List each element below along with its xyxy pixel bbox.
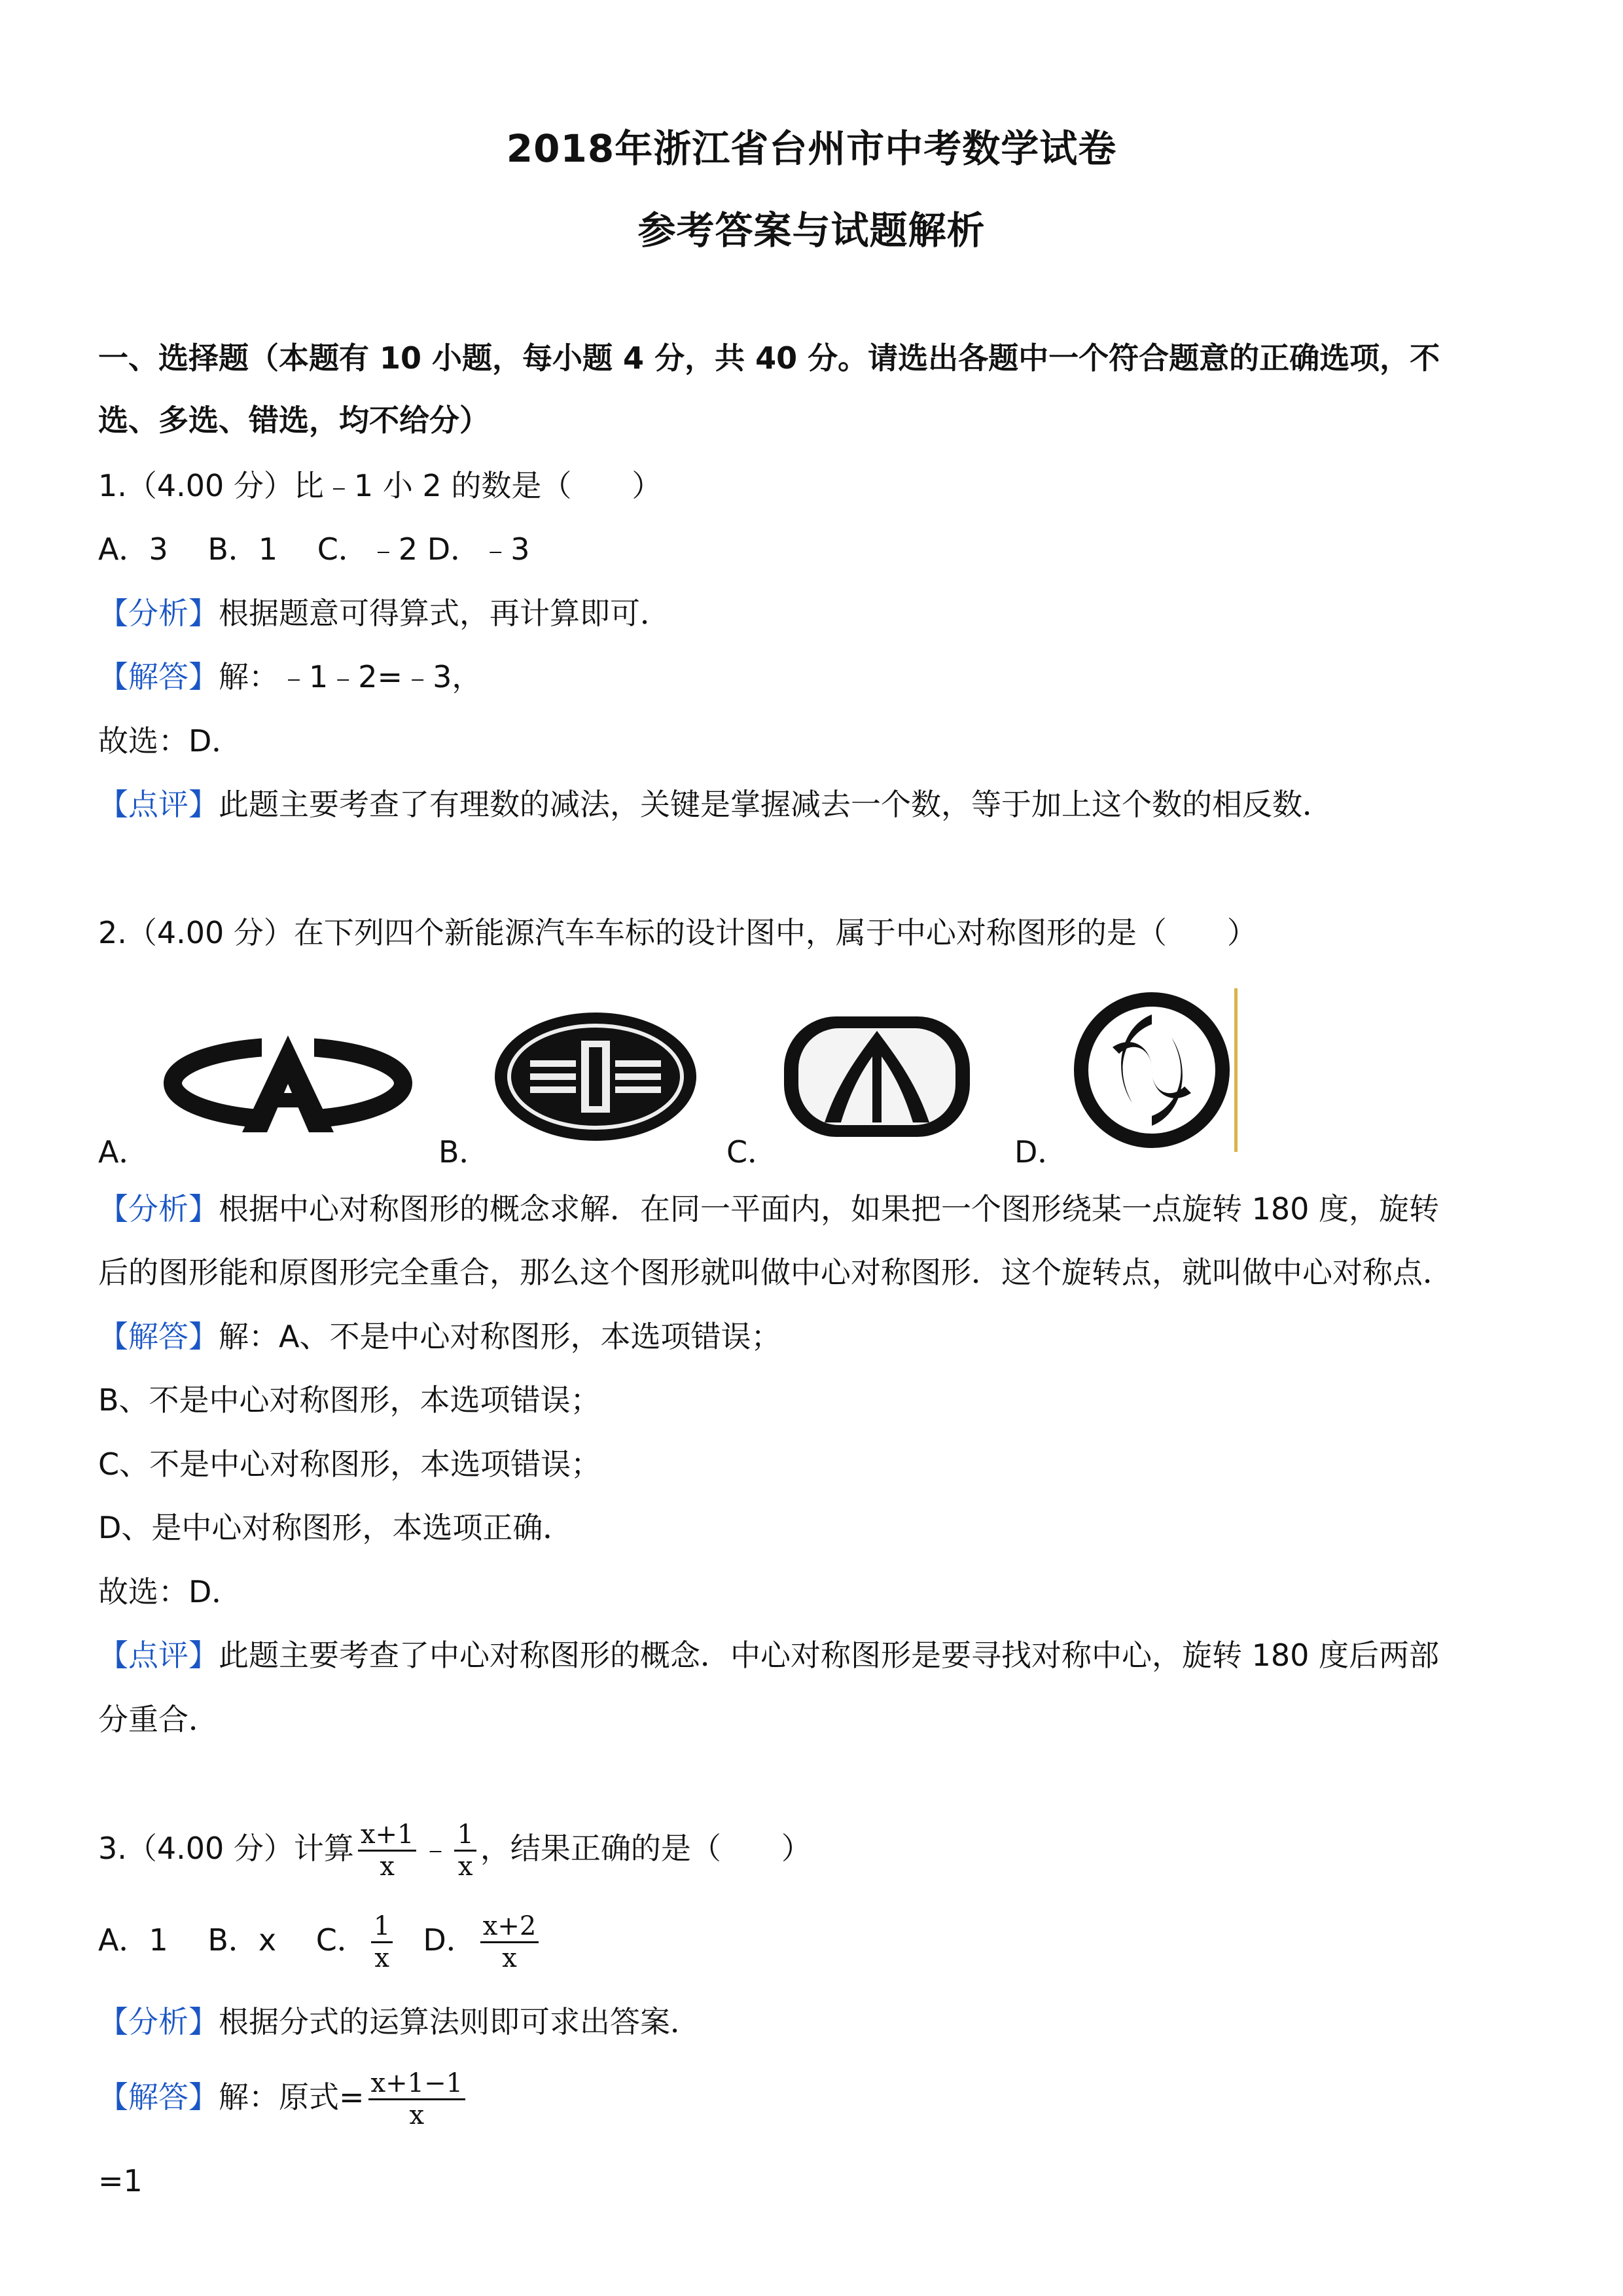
faw-style-logo-icon — [491, 1008, 700, 1148]
q1-comment-text: 此题主要考查了有理数的减法，关键是掌握减去一个数，等于加上这个数的相反数． — [219, 787, 1332, 822]
q3-stem-suffix: ，结果正确的是（ ） — [480, 1831, 812, 1866]
q2-answer — [98, 1319, 781, 1355]
q2-comment-line1 — [98, 1638, 1439, 1674]
q1-answer — [98, 659, 482, 695]
q1-analysis-text: 根据题意可得算式，再计算即可． — [219, 596, 670, 631]
q2-option-b-label: B． — [438, 1134, 490, 1170]
q1-comment — [98, 787, 1332, 823]
q2-analysis-line2: 后的图形能和原图形完全重合，那么这个图形就叫做中心对称图形．这个旋转点，就叫做中心对称点． — [98, 1255, 1453, 1290]
q3-analysis-text: 根据分式的运算法则即可求出答案． — [219, 2004, 700, 2039]
q3-stem — [98, 1820, 812, 1882]
q1-answer-text: 解：﹣1﹣2=﹣3， — [219, 659, 482, 694]
fraction-numerator: 1 — [454, 1820, 476, 1852]
comment-tag: 【点评】 — [98, 787, 219, 822]
page-subtitle: 参考答案与试题解析 — [637, 208, 986, 253]
fraction-denominator: x — [502, 1943, 517, 1973]
q1-choice: 故选：D． — [98, 723, 242, 759]
analysis-tag: 【分析】 — [98, 1191, 219, 1227]
fraction-denominator: x — [374, 1943, 389, 1973]
q2-answer-d: D、是中心对称图形，本选项正确． — [98, 1510, 573, 1545]
fraction-denominator: x — [457, 1852, 473, 1882]
q2-analysis-line1 — [98, 1191, 1439, 1227]
q2-comment-line2: 分重合． — [98, 1702, 219, 1737]
q3-stem-prefix: 3.（4.00 分）计算 — [98, 1831, 354, 1866]
dongfeng-style-logo-icon — [1073, 988, 1243, 1155]
q2-option-a-label: A． — [98, 1134, 149, 1170]
q2-stem: 2.（4.00 分）在下列四个新能源汽车车标的设计图中，属于中心对称图形的是（ ） — [98, 915, 1257, 950]
analysis-tag: 【分析】 — [98, 596, 219, 631]
page-title: 2018年浙江省台州市中考数学试卷 — [506, 126, 1117, 171]
q3-fraction-2 — [454, 1820, 476, 1882]
comment-tag: 【点评】 — [98, 1638, 219, 1673]
q3-analysis — [98, 2004, 700, 2040]
q3-options — [98, 1911, 543, 1973]
section-heading-line2: 选、多选、错选，均不给分） — [98, 403, 490, 438]
q2-answer-b: B、不是中心对称图形，本选项错误； — [98, 1382, 601, 1418]
q2-analysis-text1: 根据中心对称图形的概念求解．在同一平面内，如果把一个图形绕某一点旋转 180 度，旋转 — [219, 1191, 1440, 1227]
fraction-numerator: 1 — [371, 1911, 393, 1943]
q1-options: A．3 B．1 C．﹣2 D．﹣3 — [98, 531, 530, 567]
q1-analysis — [98, 596, 670, 632]
q2-answer-a: 解：A、不是中心对称图形，本选项错误； — [219, 1319, 781, 1354]
q3-fraction-1 — [358, 1820, 417, 1882]
section-heading-line1: 一、选择题（本题有 10 小题，每小题 4 分，共 40 分。请选出各题中一个符合题意的正确选项，不 — [98, 340, 1440, 376]
fraction-numerator: x+1−1 — [368, 2068, 466, 2100]
q3-options-ab: A．1 B．x C． — [98, 1922, 367, 1958]
q2-comment-text1: 此题主要考查了中心对称图形的概念．中心对称图形是要寻找对称中心，旋转 180 度后两部 — [219, 1638, 1440, 1673]
fraction-denominator: x — [409, 2100, 425, 2130]
q3-result: =1 — [98, 2163, 143, 2198]
q1-stem: 1.（4.00 分）比﹣1 小 2 的数是（ ） — [98, 468, 662, 503]
answer-tag: 【解答】 — [98, 659, 219, 694]
chery-style-logo-icon — [164, 1028, 412, 1141]
q3-option-d-label: D． — [423, 1922, 476, 1958]
q3-answer-prefix: 解：原式= — [219, 2079, 365, 2115]
q3-option-d-fraction — [480, 1911, 539, 1973]
q3-option-c-fraction — [371, 1911, 393, 1973]
analysis-tag: 【分析】 — [98, 2004, 219, 2039]
q2-answer-c: C、不是中心对称图形，本选项错误； — [98, 1446, 601, 1482]
q3-answer-fraction — [368, 2068, 466, 2130]
q2-option-c-label: C． — [726, 1134, 778, 1170]
fraction-denominator: x — [380, 1852, 395, 1882]
baic-style-logo-icon — [779, 1011, 975, 1145]
answer-tag: 【解答】 — [98, 2079, 219, 2115]
fraction-numerator: x+2 — [480, 1911, 539, 1943]
q2-choice: 故选：D． — [98, 1574, 242, 1609]
fraction-numerator: x+1 — [358, 1820, 417, 1852]
minus-sign: ﹣ — [420, 1831, 451, 1866]
q3-answer — [98, 2068, 469, 2130]
answer-tag: 【解答】 — [98, 1319, 219, 1354]
q2-option-d-label: D． — [1014, 1134, 1068, 1170]
